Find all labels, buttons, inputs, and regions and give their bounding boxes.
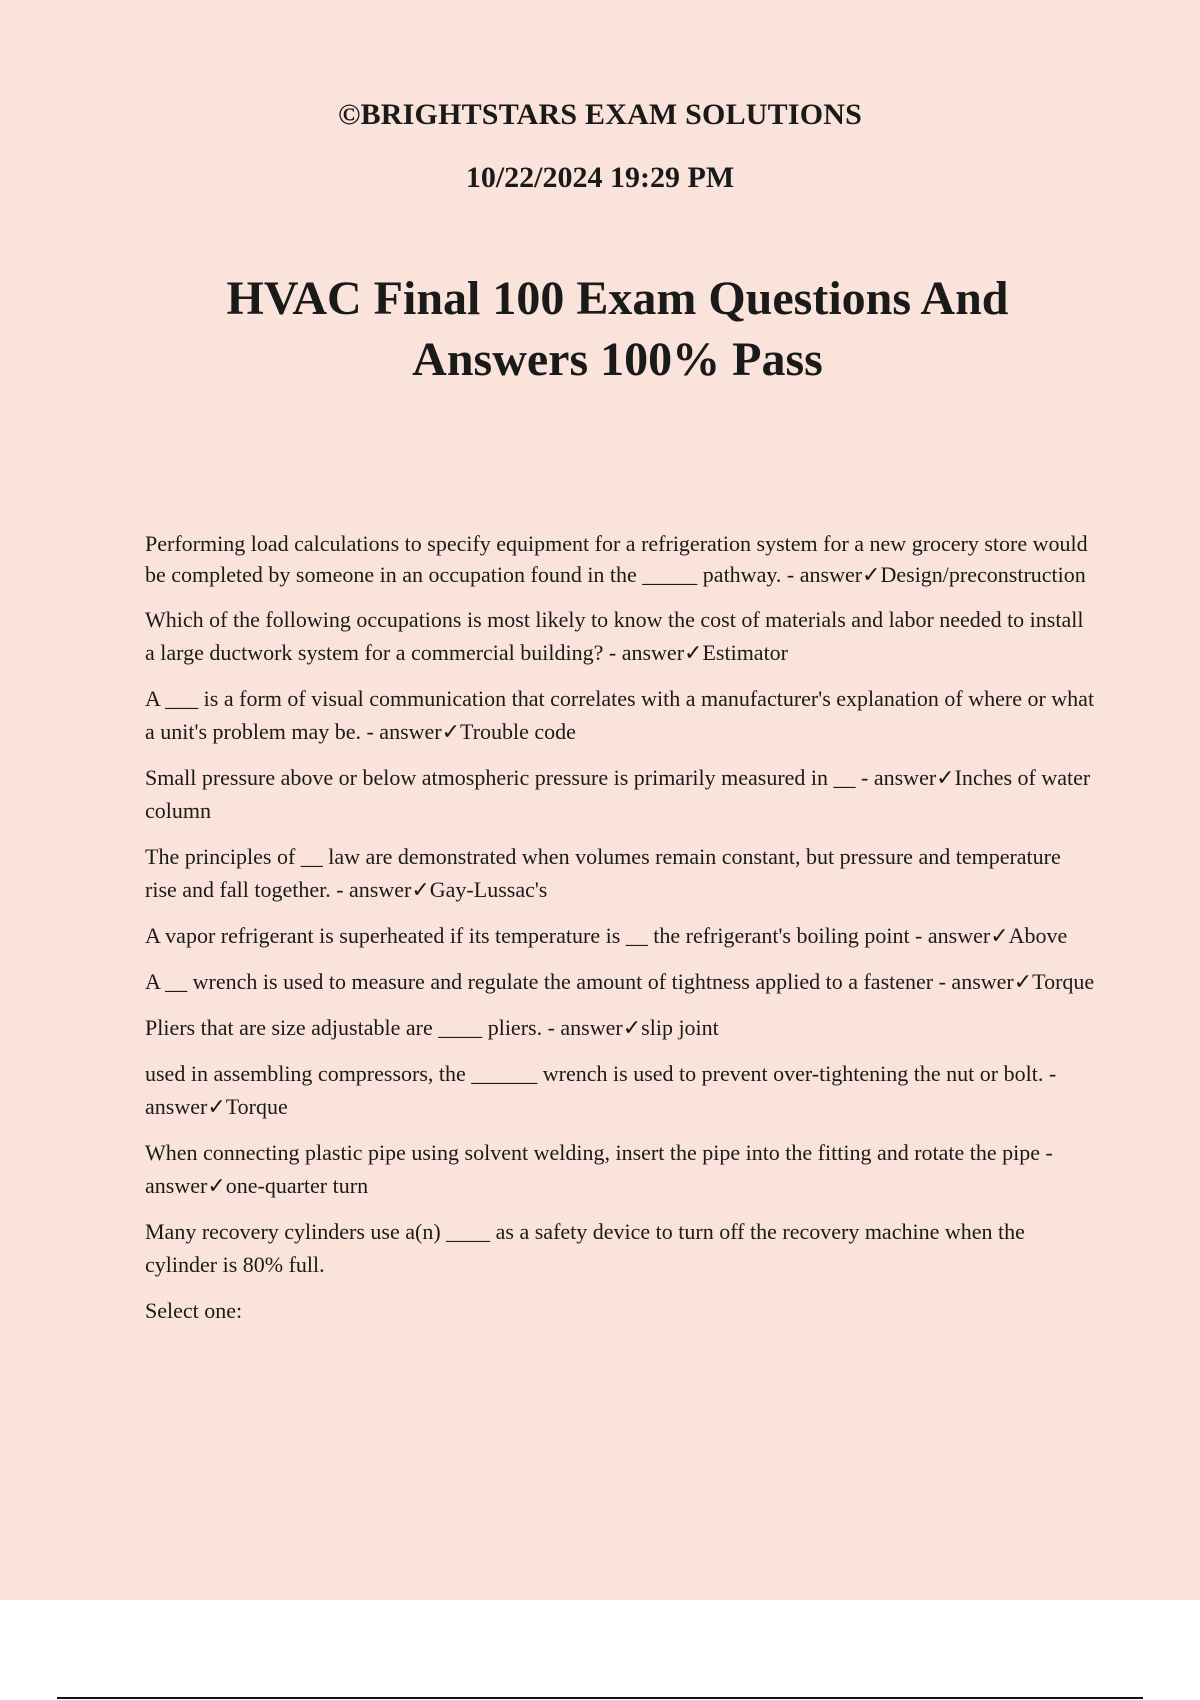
answer-text: ✓Trouble code	[441, 719, 576, 744]
answer-text: ✓Estimator	[684, 640, 789, 665]
question-text: Pliers that are size adjustable are ____ pliers. - answer	[145, 1015, 623, 1040]
qa-item	[145, 603, 1095, 669]
answer-text: ✓Torque	[207, 1094, 288, 1119]
qa-item	[145, 1215, 1095, 1281]
answer-text: ✓Above	[990, 923, 1068, 948]
qa-item	[145, 528, 1095, 590]
qa-list	[145, 528, 1095, 1327]
select-one-prompt: Select one:	[145, 1298, 243, 1323]
qa-item	[145, 682, 1095, 748]
qa-item	[145, 919, 1095, 952]
question-text: used in assembling compressors, the ______ wrench is used to prevent over-tightening the nut or bolt. - answer	[145, 1061, 1057, 1119]
question-text: A __ wrench is used to measure and regulate the amount of tightness applied to a fastener - answer	[145, 969, 1014, 994]
timestamp: 10/22/2024 19:29 PM	[465, 161, 735, 194]
question-text: Small pressure above or below atmospheric pressure is primarily measured in __ - answer	[145, 765, 937, 790]
qa-item	[145, 1057, 1095, 1123]
answer-text: ✓Torque	[1013, 969, 1095, 994]
answer-text: ✓Inches of water column	[145, 765, 1091, 823]
question-text: When connecting plastic pipe using solvent welding, insert the pipe into the fitting and rotate the pipe - answer	[145, 1140, 1053, 1198]
qa-item	[145, 840, 1095, 906]
answer-text: ✓Gay-Lussac's	[411, 877, 548, 902]
answer-text: ✓one-quarter turn	[207, 1173, 369, 1198]
qa-item	[145, 1011, 1095, 1044]
brand-header: ©BRIGHTSTARS EXAM SOLUTIONS	[337, 98, 863, 131]
question-text: A vapor refrigerant is superheated if its temperature is __ the refrigerant's boiling point - answer	[145, 923, 991, 948]
question-text: Which of the following occupations is most likely to know the cost of materials and labor needed to install a large ductwork system for a commercial building? - answer	[145, 607, 1084, 665]
footer-divider	[57, 1697, 1143, 1699]
qa-item	[145, 1136, 1095, 1202]
answer-text: ✓slip joint	[622, 1015, 719, 1040]
document-title: HVAC Final 100 Exam Questions And Answers 100% Pass	[226, 272, 1009, 386]
question-text: The principles of __ law are demonstrated when volumes remain constant, but pressure and temperature rise and fall together. - answer	[145, 844, 1061, 902]
qa-item	[145, 965, 1095, 998]
question-text: A ___ is a form of visual communication that correlates with a manufacturer's explanation of where or what a unit's problem may be. - answer	[145, 686, 1095, 744]
answer-text: ✓Design/preconstruction	[862, 562, 1086, 587]
question-text: Many recovery cylinders use a(n) ____ as a safety device to turn off the recovery machine when the cylinder is 80% full.	[145, 1219, 1025, 1277]
qa-item	[145, 761, 1095, 827]
question-text: Performing load calculations to specify equipment for a refrigeration system for a new grocery store would be completed by someone in an occupation found in the _____ pathway. - answer	[145, 531, 1088, 587]
